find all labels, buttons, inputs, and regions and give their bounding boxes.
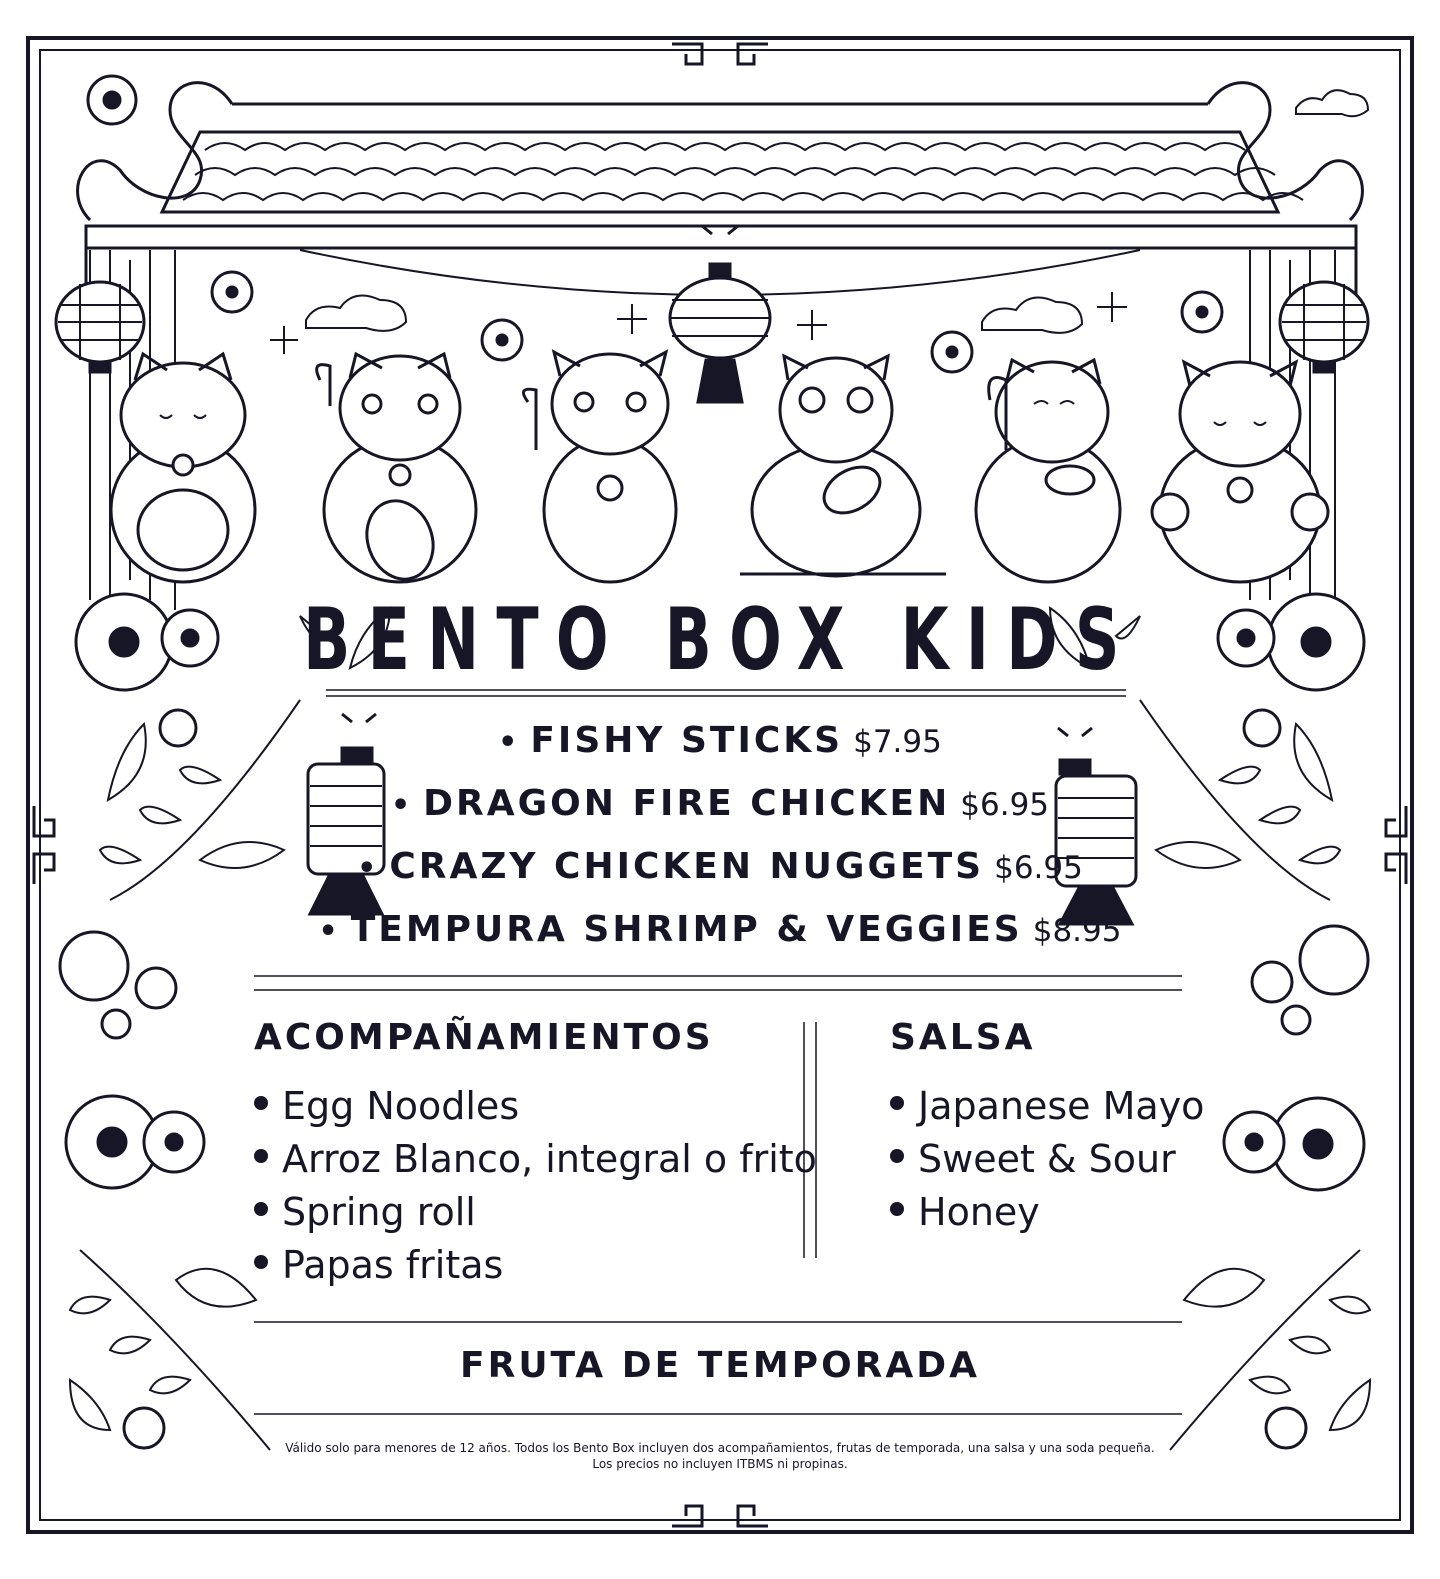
bullet: •	[390, 788, 414, 823]
list-item	[890, 1080, 1210, 1133]
menu-title: BENTO BOX KIDS	[303, 590, 1137, 690]
cherry-blossom-icon	[1252, 962, 1292, 1002]
bullet	[890, 1202, 904, 1216]
sauce-section	[890, 1010, 1210, 1239]
bullet	[890, 1096, 904, 1110]
bullet: •	[357, 851, 380, 886]
lucky-cat-icon	[111, 354, 255, 582]
dish-name: FISHY STICKS	[530, 720, 844, 761]
sparkle-icon	[797, 310, 827, 340]
sparkle-icon	[617, 304, 647, 334]
list-item	[890, 1186, 1210, 1239]
cherry-blossom-icon	[1282, 1006, 1310, 1034]
top-key-ornament	[672, 44, 768, 64]
sides-heading: ACOMPAÑAMIENTOS	[254, 1017, 714, 1058]
lucky-cat-icon	[740, 356, 946, 576]
title-rule	[326, 690, 1126, 696]
dish-price: $6.95	[994, 850, 1083, 886]
footnote-line: Válido solo para menores de 12 años. Todos los Bento Box incluyen dos acompañamientos, frutas de temporada, una salsa y una soda pequeña.	[285, 1441, 1155, 1455]
list-item	[0, 712, 1440, 775]
cherry-blossom-icon	[144, 1112, 204, 1172]
list-item	[254, 1133, 817, 1186]
sauce-heading: SALSA	[890, 1017, 1036, 1058]
sides-section	[254, 1010, 817, 1292]
fruit-heading: FRUTA DE TEMPORADA	[460, 1345, 980, 1386]
cherry-blossom-icon	[76, 594, 172, 690]
footnote-line: Los precios no incluyen ITBMS ni propinas.	[592, 1457, 848, 1471]
list-item	[254, 1186, 774, 1239]
cherry-blossom-icon	[212, 272, 252, 312]
cloud-icon	[306, 296, 406, 331]
sauce-label: Honey	[918, 1190, 1040, 1234]
list-item	[0, 775, 1440, 838]
bottom-key-ornament	[672, 1506, 768, 1526]
list-item	[890, 1133, 1210, 1186]
mains-rule	[254, 976, 1182, 990]
cherry-blossom-icon	[932, 332, 972, 372]
cherry-blossom-icon	[482, 320, 522, 360]
bullet	[254, 1149, 268, 1163]
list-item	[254, 1080, 774, 1133]
lucky-cat-icon	[524, 352, 677, 582]
dish-name: CRAZY CHICKEN NUGGETS	[389, 846, 985, 887]
cherry-blossom-icon	[88, 76, 136, 124]
sauce-label: Japanese Mayo	[918, 1084, 1205, 1128]
side-label: Arroz Blanco, integral o frito	[282, 1137, 817, 1181]
list-item	[0, 901, 1440, 964]
bullet	[890, 1149, 904, 1163]
roof-tiles	[183, 143, 1303, 200]
cherry-blossom-icon	[1272, 1098, 1364, 1190]
dish-price: $7.95	[853, 724, 942, 760]
cloud-icon	[982, 298, 1082, 333]
lucky-cat-icon	[317, 354, 476, 589]
sparkle-icon	[1097, 292, 1127, 322]
side-label: Egg Noodles	[282, 1084, 520, 1128]
cherry-blossom-icon	[1268, 594, 1364, 690]
side-label: Spring roll	[282, 1190, 476, 1234]
bullet: •	[318, 914, 341, 949]
footnote	[0, 1440, 1440, 1472]
main-dishes-list	[0, 712, 1440, 964]
lantern-icon	[670, 226, 770, 402]
list-item	[0, 838, 1440, 901]
bullet: •	[498, 725, 521, 760]
bullet	[254, 1096, 268, 1110]
cherry-blossom-icon	[102, 1010, 130, 1038]
dish-name: DRAGON FIRE CHICKEN	[423, 783, 951, 824]
cloud-icon	[1296, 90, 1368, 116]
lucky-cat-icon	[1152, 362, 1328, 582]
side-label: Papas fritas	[282, 1243, 504, 1287]
sauce-label: Sweet & Sour	[918, 1137, 1176, 1181]
list-item	[254, 1239, 774, 1292]
bullet	[254, 1255, 268, 1269]
cherry-blossom-icon	[1224, 1112, 1284, 1172]
dish-price: $8.95	[1032, 913, 1122, 949]
cherry-blossom-icon	[136, 968, 176, 1008]
sparkle-icon	[270, 326, 298, 354]
dish-name: TEMPURA SHRIMP & VEGGIES	[350, 909, 1023, 950]
dish-price: $6.95	[960, 787, 1050, 823]
lantern-icon	[1280, 282, 1368, 372]
lucky-cat-icon	[976, 360, 1120, 582]
bullet	[254, 1202, 268, 1216]
cherry-blossom-icon	[1182, 292, 1222, 332]
